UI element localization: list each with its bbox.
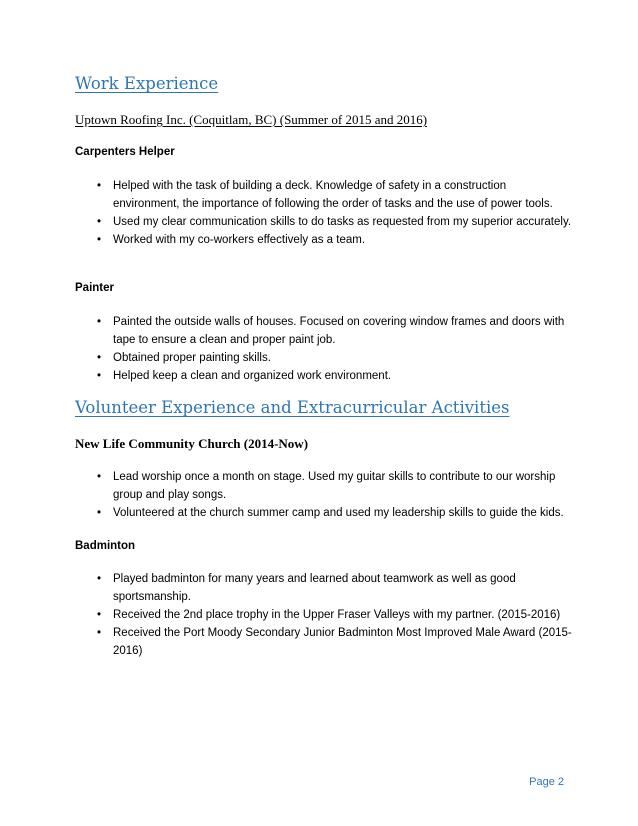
work-experience-heading: Work Experience xyxy=(75,74,219,93)
bullet-icon: • xyxy=(96,507,102,519)
carpenter-bullet-list xyxy=(94,177,574,249)
list-item: • Volunteered at the church summer camp and used my leadership skills to guide the kids. xyxy=(94,504,574,522)
bullet-icon: • xyxy=(96,627,102,639)
list-item: • Helped keep a clean and organized work environment. xyxy=(94,367,574,385)
list-item: • Received the Port Moody Secondary Junior Badminton Most Improved Male Award (2015-2016) xyxy=(94,624,574,660)
bullet-icon: • xyxy=(96,180,102,192)
role-title-carpenters-helper: Carpenters Helper xyxy=(75,146,175,158)
company-line: Uptown Roofing Inc. (Coquitlam, BC) (Summer of 2015 and 2016) xyxy=(75,112,428,127)
list-item: • Obtained proper painting skills. xyxy=(94,349,574,367)
bullet-icon: • xyxy=(96,316,102,328)
list-item: • Helped with the task of building a deck. Knowledge of safety in a construction environment, the importance of following the order of tasks and the use of power tools. xyxy=(94,177,574,213)
volunteer-heading: Volunteer Experience and Extracurricular Activities xyxy=(75,398,510,417)
list-item: • Lead worship once a month on stage. Used my guitar skills to contribute to our worship group and play songs. xyxy=(94,468,574,504)
bullet-icon: • xyxy=(96,609,102,621)
list-item: • Worked with my co-workers effectively as a team. xyxy=(94,231,574,249)
painter-bullet-list xyxy=(94,313,574,385)
church-bullet-list xyxy=(94,468,574,522)
entry-title-badminton: Badminton xyxy=(75,540,136,552)
list-item: • Played badminton for many years and learned about teamwork as well as good sportsmanship. xyxy=(94,570,574,606)
bullet-icon: • xyxy=(96,471,102,483)
list-item: • Painted the outside walls of houses. Focused on covering window frames and doors with tape to ensure a clean and proper paint job. xyxy=(94,313,574,349)
list-item: • Used my clear communication skills to do tasks as requested from my superior accurately. xyxy=(94,213,574,231)
page-number: Page 2 xyxy=(529,776,564,788)
bullet-icon: • xyxy=(96,234,102,246)
badminton-bullet-list xyxy=(94,570,574,660)
bullet-icon: • xyxy=(96,216,102,228)
list-item: • Received the 2nd place trophy in the Upper Fraser Valleys with my partner. (2015-2016) xyxy=(94,606,574,624)
entry-title-church: New Life Community Church (2014-Now) xyxy=(75,436,309,451)
bullet-icon: • xyxy=(96,573,102,585)
role-title-painter: Painter xyxy=(75,282,114,294)
bullet-icon: • xyxy=(96,352,102,364)
bullet-icon: • xyxy=(96,370,102,382)
